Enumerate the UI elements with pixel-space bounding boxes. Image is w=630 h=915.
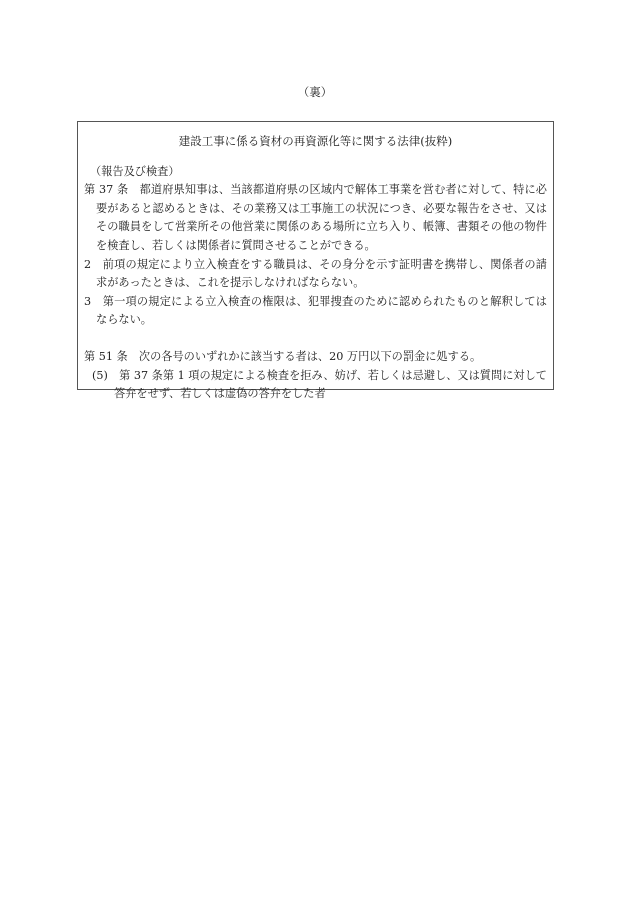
spacer	[84, 330, 547, 348]
law-title: 建設工事に係る資材の再資源化等に関する法律(抜粋)	[178, 134, 453, 148]
page-side-label: （裏）	[297, 85, 333, 99]
article-51-item-5: (5) 第 37 条第 1 項の規定による検査を拒み、妨げ、若しくは忌避し、又は質問に対して答弁をせず、若しくは虚偽の答弁をした者	[92, 368, 547, 401]
law-excerpt-box	[77, 121, 554, 401]
article-37-paragraph-1: 第 37 条 都道府県知事は、当該都道府県の区域内で解体工事業を営む者に対して、特に必要があると認めるときは、その業務又は工事施工の状況につき、必要な報告をさせ、又はその職員をして営業所その他営業に関係のある場所に立ち入り、帳簿、書類その他の物件を検査し、若しくは関係者に質問させることができる。	[84, 183, 547, 252]
article-37-paragraph-3: 3 第一項の規定による立入検査の権限は、犯罪捜査のために認められたものと解釈してはならない。	[84, 294, 547, 327]
article-51-text: 第 51 条 次の各号のいずれかに該当する者は、20 万円以下の罰金に処する。	[84, 349, 482, 363]
section-heading: （報告及び検査）	[90, 164, 180, 178]
article-37-paragraph-2: 2 前項の規定により立入検査をする職員は、その身分を示す証明書を携帯し、関係者の請求があったときは、これを提示しなければならない。	[84, 257, 547, 290]
